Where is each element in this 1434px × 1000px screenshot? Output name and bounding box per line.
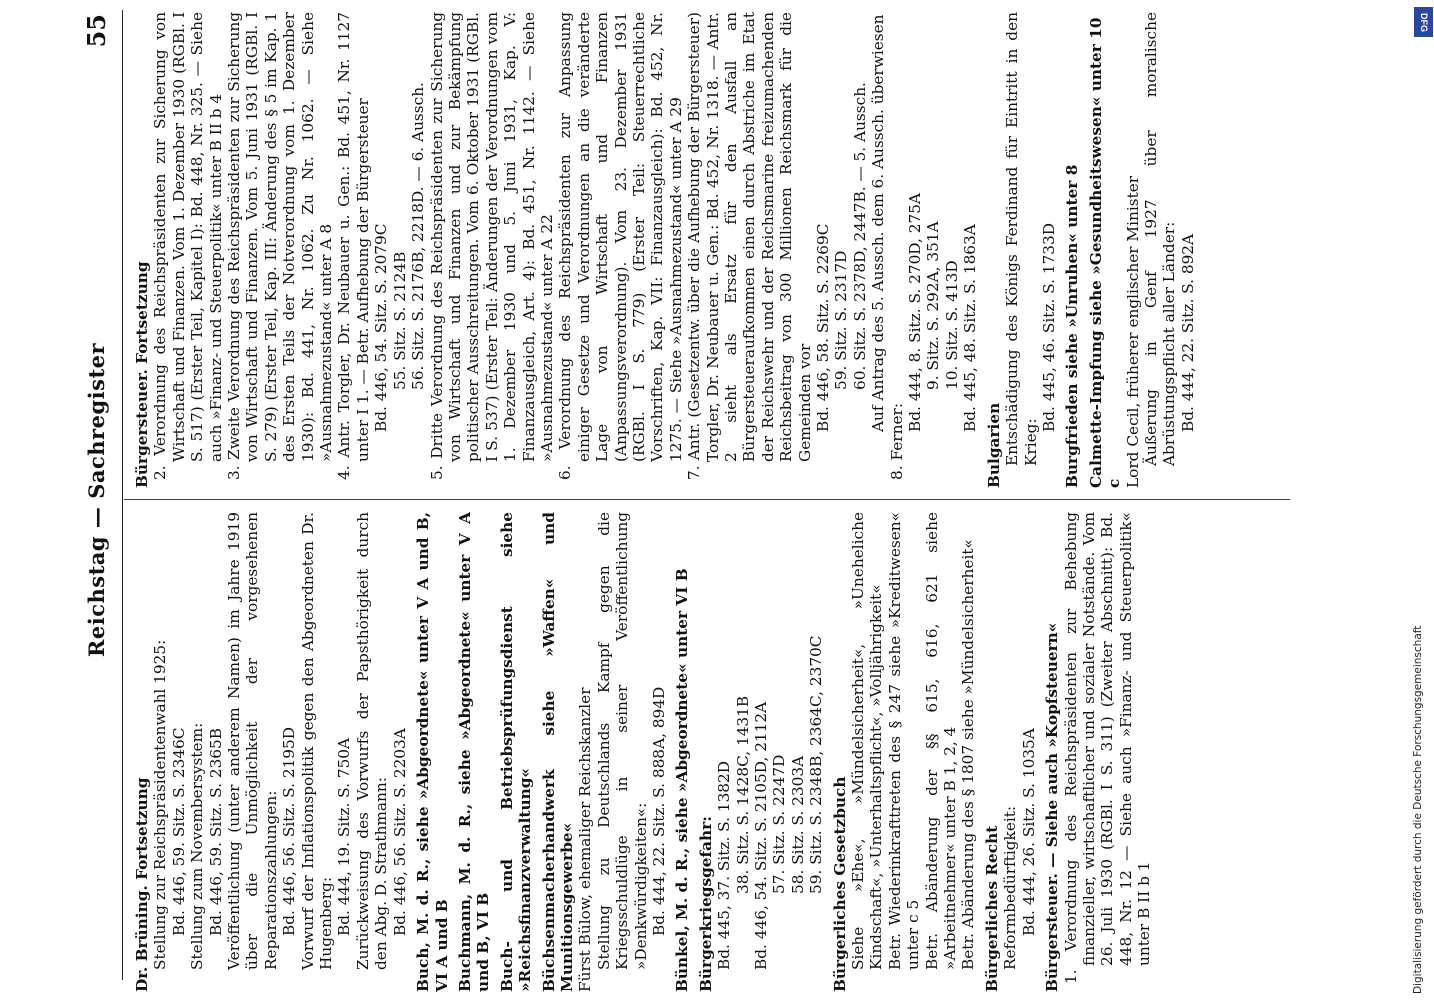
index-heading: Bürgersteuer. — Siehe auch »Kopfsteuern«: [1043, 622, 1062, 992]
page-number: 55: [82, 14, 111, 48]
index-entry: Siehe »Ehe«, »Mündelsicherheit«, »Uneheliche Kindschaft«, »Unterhaltspflicht«, »Volljährigkeit«: [849, 512, 886, 970]
index-numbered-entry: 3. Zweite Verordnung des Reichspräsidenten zur Sicherung von Wirtschaft und Finanzen. Vom 5. Juni 1931 (RGBl. I S. 279) (Erster Teil, Kap. III: Änderung des § 5 im Kap. 1 des Ersten Teils der Notverordnung vom 1. Dezember 1930): Bd. 441, Nr. 1062. Zu Nr. 1062. — Siehe »Ausnahmezustand« unter A 8: [225, 12, 336, 480]
running-header: [78, 0, 118, 1000]
index-reference: 59. Sitz. S. 2348B, 2364C, 2370C: [807, 635, 826, 894]
index-numbered-entry: 1. Verordnung des Reichspräsidenten zur Behebung finanzieller, wirtschaftlicher und sozialer Notstände. Vom 26. Juli 1930 (RGBl. I S. 311) (Zweiter Abschnitt): Bd. 448, Nr. 12 — Siehe auch »Finanz- und Steuerpolitik« unter B II b 1: [1061, 512, 1154, 984]
index-entry: Stellung zur Reichspräsidentenwahl 1925:: [151, 639, 170, 970]
index-reference: 59. Sitz. S. 2317D: [832, 250, 851, 390]
index-heading: Buchmann, M. d. R., siehe »Abgeordnete« unter V A und B, VI B: [455, 512, 493, 992]
index-heading: Bürgerkriegsgefahr:: [696, 816, 715, 992]
index-numbered-entry: 2. Verordnung des Reichspräsidenten zur Sicherung von Wirtschaft und Finanzen. Vom 1. Dezember 1930 (RGBl. I S. 517) (Erster Teil, Kapitel I): Bd. 448, Nr. 325. — Siehe auch »Finanz- und Steuerpolitik« unter B II b 4: [151, 12, 225, 480]
digitization-credit: [1406, 6, 1430, 994]
index-entry: Zurückweisung des Vorwurfs der Papsthörigkeit durch den Abg. D. Strathmann:: [353, 512, 391, 970]
index-reference: 56. Sitz. S. 2176B, 2218D. — 6. Aussch.: [409, 82, 428, 390]
index-heading: Lord Cecil, früherer englischer Minister: [1123, 175, 1142, 488]
index-entry: Veröffentlichung (unter anderem Namen) im Jahre 1919 über die Unmöglichkeit der vorgesehenen Reparationszahlungen:: [225, 512, 280, 970]
index-reference: Bd. 446, 56. Sitz. S. 2195D: [280, 726, 299, 936]
index-reference: Bd. 444, 22. Sitz. S. 888A, 894D: [649, 686, 668, 936]
index-entry: Stellung zu Deutschlands Kampf gegen die Kriegsschuldlüge in seiner Veröffentlichung »Denkwürdigkeiten«:: [594, 512, 650, 970]
index-reference: 9. Sitz. S. 292A, 351A: [924, 221, 943, 390]
digitization-credit-text: Digitalisierung gefördert durch die Deutsche Forschungsgemeinschaft: [1412, 625, 1424, 994]
index-heading: Bürgerliches Gesetzbuch: [830, 776, 849, 992]
index-reference: Bd. 446, 59. Sitz. S. 2365B: [206, 727, 225, 936]
index-reference: Bd. 444, 22. Sitz. S. 892A: [1178, 233, 1197, 432]
dfg-logo-text: DFG: [1419, 12, 1429, 32]
index-entry: Vorwurf der Inflationspolitik gegen den Abgeordneten Dr. Hugenberg:: [298, 512, 336, 970]
index-reference: 58. Sitz. S. 2303A: [788, 755, 807, 894]
index-reference: Bd. 446, 58. Sitz. S. 2269C: [814, 223, 833, 432]
index-reference: Bd. 446, 54. Sitz. S. 2079C: [372, 223, 391, 432]
index-reference: 10. Sitz. S. 413D: [942, 260, 961, 390]
index-heading: Bürgersteuer. Fortsetzung: [133, 261, 151, 488]
index-heading: Buch- und Betriebsprüfungsdienst siehe »Reichsfinanzverwaltung«: [497, 512, 535, 992]
left-column: [128, 512, 1154, 992]
header-rule: [122, 10, 123, 980]
index-heading: Büchsenmacherhandwerk siehe »Waffen« und Munitionsgewerbe«: [539, 512, 576, 992]
header-title: Reichstag — Sachregister: [84, 342, 109, 658]
index-entry: Reformbedürftigkeit:: [1001, 805, 1020, 970]
index-reference: Bd. 446, 59. Sitz. S. 2346C: [169, 727, 188, 936]
index-reference: Bd. 444, 8. Sitz. S. 270D, 275A: [906, 193, 925, 432]
index-heading: Burgfrieden siehe »Unruhen« unter 8: [1063, 164, 1082, 488]
index-entry: Betr. Abänderung der §§ 615, 616, 621 siehe »Arbeitnehmer« unter B 1, 2, 4: [922, 512, 960, 970]
index-reference: Bd. 445, 48. Sitz. S. 1863A: [961, 224, 980, 432]
dfg-logo: [1414, 7, 1433, 37]
right-column: [128, 12, 1197, 488]
index-heading: Dr. Brüning. Fortsetzung: [133, 777, 151, 992]
index-note: Auf Antrag des 5. Aussch. dem 6. Aussch. überwiesen: [869, 14, 888, 432]
index-reference: 60. Sitz. S. 2378D, 2447B. — 5. Aussch.: [850, 82, 869, 390]
index-heading: Bünkel, M. d. R., siehe »Abgeordnete« unter VI B: [673, 568, 692, 992]
index-numbered-entry: 4. Antr. Torgler, Dr. Neubauer u. Gen.: Bd. 451, Nr. 1127 unter I 1. — Betr. Aufhebung der Bürgersteuer: [335, 12, 372, 480]
index-heading: Bulgarien: [984, 402, 1003, 488]
index-numbered-entry: 6. Verordnung des Reichspräsidenten zur Anpassung einiger Gesetze und Verordnungen an die veränderte Lage von Wirtschaft und Finanzen (Anpassungsverordnung). Vom 23. Dezember 1931 (RGBl. I S. 779) (Erster Teil: Steuerrechtliche Vorschriften, Kap. VII: Finanzausgleich): Bd. 452, Nr. 1275. — Siehe »Ausnahmezustand« unter A 29: [556, 12, 685, 480]
index-entry: Betr. Wiederinkrafttreten des § 247 siehe »Kreditwesen« unter c 5: [885, 512, 923, 970]
index-entry: Betr. Abänderung des § 1807 siehe »Mündelsicherheit«: [959, 539, 978, 970]
index-reference: Bd. 444, 19. Sitz. S. 750A: [335, 737, 354, 936]
index-reference: Bd. 446, 56. Sitz. S. 2203A: [390, 728, 409, 936]
index-reference: Bd. 444, 26. Sitz. S. 1035A: [1019, 728, 1038, 936]
index-reference: 38. Sitz. S. 1428C, 1431B: [733, 695, 752, 894]
column-separator: [124, 499, 1290, 500]
index-entry: Äußerung in Genf 1927 über moralische Abrüstungspflicht aller Länder:: [1141, 12, 1179, 466]
index-numbered-entry: 7. Antr. (Gesetzentw. über die Aufhebung der Bürgersteuer) Torgler, Dr. Neubauer u. Gen.: Bd. 452, Nr. 1318. — Antr. 2 sieht als Ersatz für den Ausfall an Bürgersteueraufkommen einen durch Abstriche im Etat der Reichswehr und der Reichsmarine freizumachenden Reichsbeitrag von 300 Millionen Reichsmark für die Gemeinden vor: [685, 12, 814, 480]
index-reference: Bd. 446, 54. Sitz. S. 2105D, 2112A: [752, 701, 770, 970]
index-numbered-entry: 8. Ferner:: [887, 403, 906, 480]
index-reference: 55. Sitz. S. 2124B: [390, 251, 409, 390]
index-heading: Fürst Bülow, ehemaliger Reichskanzler: [576, 687, 595, 992]
index-entry: Entschädigung des Königs Ferdinand für Eintritt in den Krieg:: [1003, 12, 1040, 466]
index-heading: Buch, M. d. R., siehe »Abgeordnete« unter V A und B, VI A und B: [414, 512, 451, 992]
index-numbered-entry: 5. Dritte Verordnung des Reichspräsidenten zur Sicherung von Wirtschaft und Finanzen und zur Bekämpfung politischer Ausschreitungen. Vom 6. Oktober 1931 (RGBl. I S. 537) (Erster Teil: Änderungen der Verordnungen vom 1. Dezember 1930 und 5. Juni 1931, Kap. V: Finanzausgleich, Art. 4): Bd. 451, Nr. 1142. — Siehe »Ausnahmezustand« unter A 22: [427, 12, 556, 480]
index-reference: Bd. 445, 46. Sitz. S. 1733D: [1039, 222, 1058, 432]
index-entry: Stellung zum Novembersystem:: [188, 722, 207, 970]
index-heading: Bürgerliches Recht: [982, 825, 1001, 992]
index-reference: Bd. 445, 37. Sitz. S. 1382D: [715, 760, 734, 970]
index-reference: 57. Sitz. S. 2247D: [770, 754, 789, 894]
index-heading: Calmette-Impfung siehe »Gesundheitswesen« unter 10 c: [1086, 17, 1124, 488]
